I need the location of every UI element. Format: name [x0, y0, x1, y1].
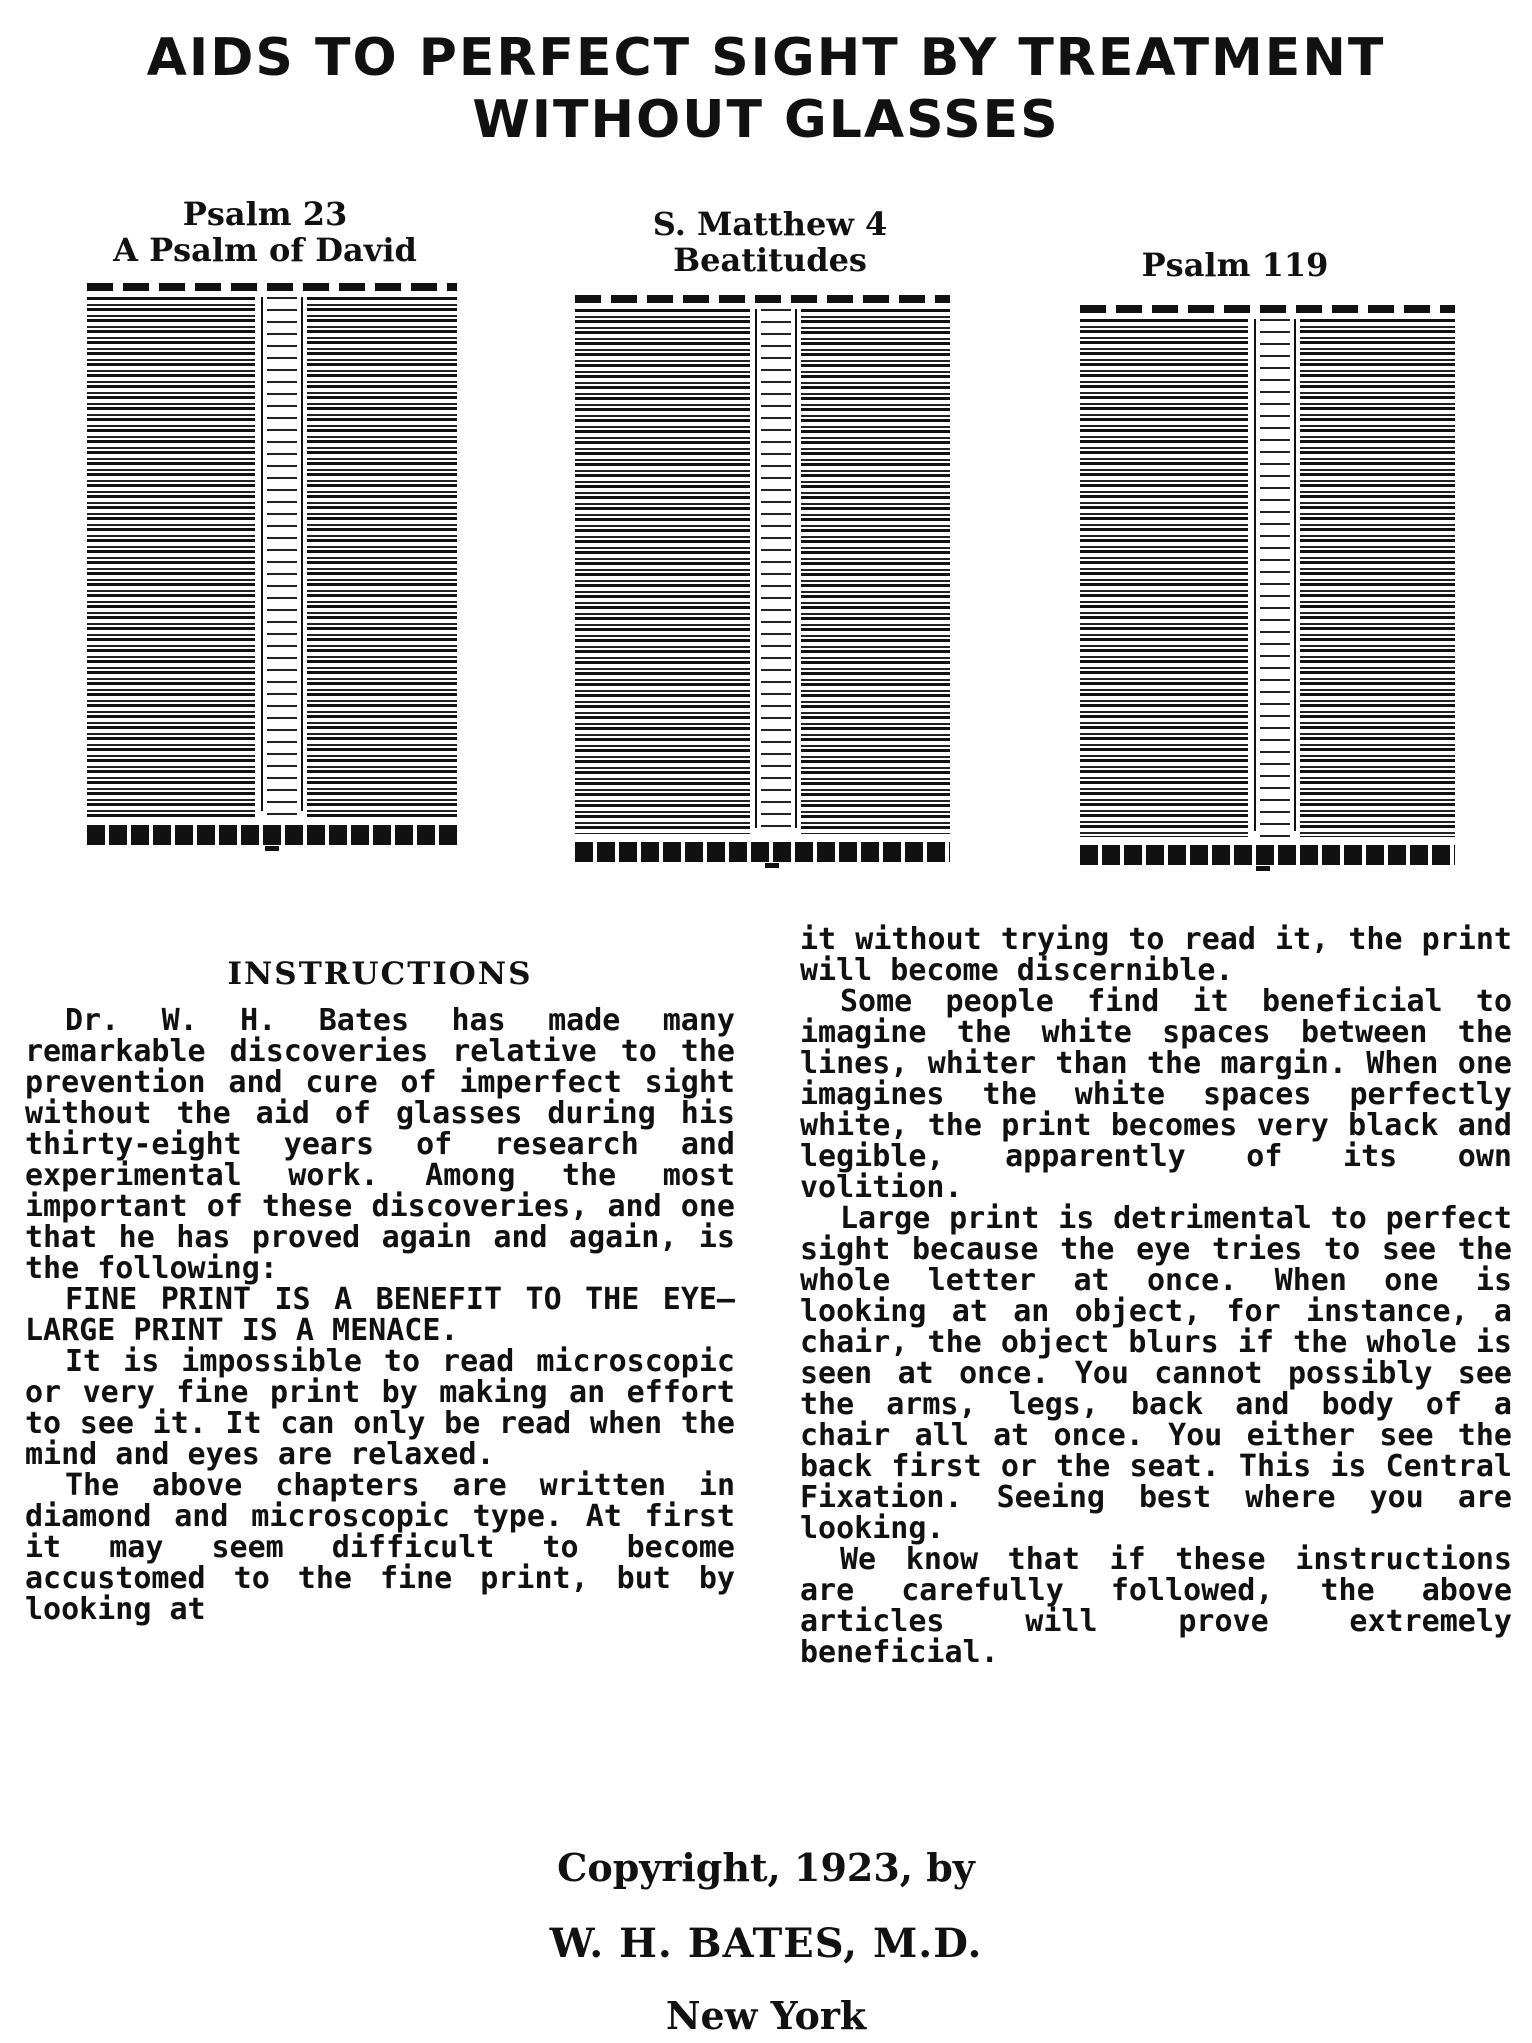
instructions-paragraph: it without trying to read it, the print will become discernible. — [800, 922, 1512, 988]
psalm-23-caption — [60, 196, 470, 268]
instructions-paragraph: We know that if these instructions are carefully followed, the above articles will prove extremely beneficial. — [800, 1542, 1512, 1670]
page-heading-1: S. Matthew 4 — [652, 205, 888, 243]
psalm-119-caption — [1060, 247, 1410, 283]
publisher-location: New York — [665, 1993, 867, 2038]
psalm-119-print-image — [1080, 305, 1455, 871]
instructions-paragraph: It is impossible to read microscopic or very fine print by making an effort to see it. It can only be read when the mind and eyes are relaxed. — [25, 1344, 735, 1472]
instructions-left-column — [25, 1005, 735, 1625]
psalm-23-print-image — [87, 283, 457, 851]
instructions-right-column — [800, 924, 1512, 1668]
instructions-heading: INSTRUCTIONS — [227, 956, 533, 992]
matthew-4-caption — [570, 206, 970, 278]
copyright-line: Copyright, 1923, by — [557, 1845, 975, 1890]
page-heading-2: Beatitudes — [673, 241, 867, 279]
page-heading-2: A Psalm of David — [113, 231, 417, 269]
title-line-2: WITHOUT GLASSES — [472, 90, 1060, 150]
instructions-paragraph: The above chapters are written in diamond and microscopic type. At first it may seem difficult to become accustomed to the fine print, but by looking at — [25, 1468, 735, 1627]
matthew-4-print-image — [575, 295, 950, 868]
instructions-paragraph: Some people find it beneficial to imagine the white spaces between the lines, whiter than the margin. When one imagines the white spaces perfectly white, the print becomes very black and legible, apparently of its own volition. — [800, 984, 1512, 1205]
instructions-paragraph: Large print is detrimental to perfect sight because the eye tries to see the whole letter at once. When one is looking at an object, for instance, a chair, the object blurs if the whole is seen at once. You cannot possibly see the arms, legs, back and body of a chair all at once. You either see the back first or the seat. This is Central Fixation. Seeing best where you are looking. — [800, 1201, 1512, 1546]
instructions-emphasis: FINE PRINT IS A BENEFIT TO THE EYE—LARGE PRINT IS A MENACE. — [25, 1282, 735, 1348]
page-heading-1: Psalm 23 — [182, 195, 348, 233]
title-line-1: AIDS TO PERFECT SIGHT BY TREATMENT — [146, 28, 1386, 88]
page-heading-1: Psalm 119 — [1141, 246, 1329, 284]
instructions-paragraph: Dr. W. H. Bates has made many remarkable discoveries relative to the prevention and cure of imperfect sight without the aid of glasses during his thirty-eight years of research and experimental work. Among the most important of these discoveries, and one that he has proved again and again, is the following: — [25, 1003, 735, 1286]
author-name: W. H. BATES, M.D. — [549, 1920, 983, 1967]
